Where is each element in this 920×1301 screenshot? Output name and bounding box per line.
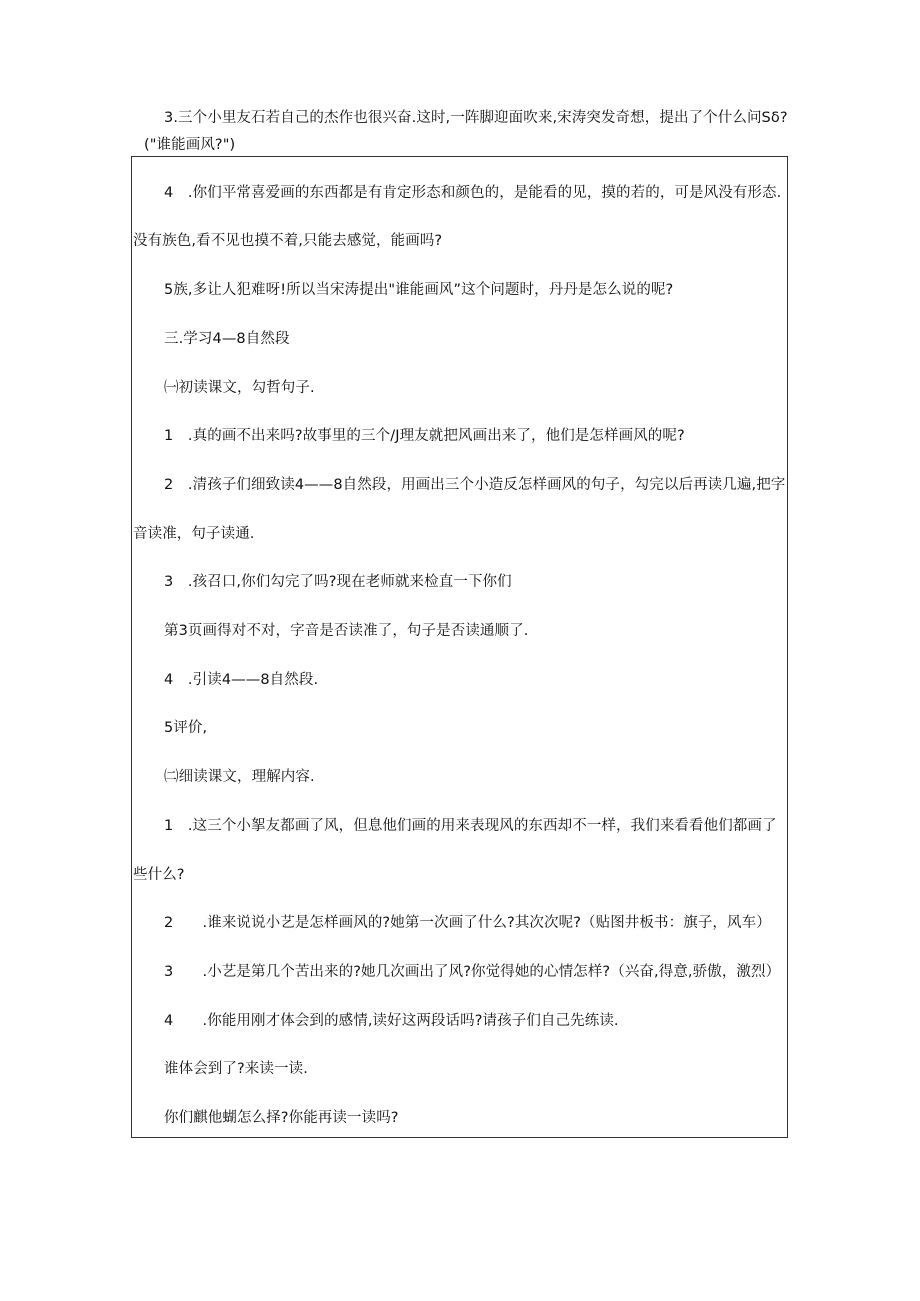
text-line: 4 .你们平常喜爱画的东西都是有肯定形态和颜色的，是能看的见，摸的若的，可是风没有形态. (164, 185, 782, 201)
text-line: 1 .真的画不出来吗?故事里的三个/J理友就把风画出来了，他们是怎样画风的呢? (164, 428, 685, 444)
text-line: 音读准，句子读通. (133, 526, 255, 542)
text-line: 些什么? (133, 867, 185, 883)
text-line: 5族,多让人犯难呀!所以当宋涛提出"谁能画风”这个问题时，丹丹是怎么说的呢? (164, 282, 674, 298)
text-line: 没有族色,看不见也摸不着,只能去感觉，能画吗? (133, 233, 443, 249)
text-line: 4 .引读4——8自然段. (164, 672, 319, 688)
lesson-table-cell (131, 156, 788, 1138)
section-heading: 三.学习4—8自然段 (164, 331, 290, 347)
text-line: 4 .你能用刚才体会到的感情,读好这两段话吗?请孩子们自己先练读. (164, 1013, 619, 1029)
text-line: 第3页画得对不对，字音是否读准了，句子是否读通顺了. (164, 623, 529, 639)
text-line-intro-question: 3.三个小里友石若自己的杰作也很兴奋.这时,一阵脚迎面吹来,宋涛突发奇想，提出了个什么问Sδ? (164, 110, 788, 126)
text-line: 3 .孩召口,你们勾完了吗?现在老师就来检直一下你们 (164, 574, 512, 590)
text-line-intro-answer: ("谁能画风?") (144, 137, 236, 153)
subsection-heading: ㈡细读课文，理解内容. (164, 769, 315, 785)
text-line: 3 .小艺是第几个苦出来的?她几次画出了风?你觉得她的心情怎样?（兴奋,得意,骄傲，激烈） (164, 964, 781, 980)
text-line: 你们麒他蝴怎么择?你能再读一读吗? (164, 1110, 399, 1126)
text-line: 5评价, (164, 720, 208, 736)
subsection-heading: ㈠初读课文，勾哲句子. (164, 380, 315, 396)
text-line: 2 .清孩子们细致读4——8自然段，用画出三个小造反怎样画风的句子，勾完以后再读几遍,把字 (164, 477, 786, 493)
text-line: 1 .这三个小挐友都画了风，但息他们画的用来表现风的东西却不一样，我们来看看他们都画了 (164, 818, 777, 834)
text-line: 2 .谁来说说小艺是怎样画风的?她第一次画了什么?其次次呢?（贴图井板书：旗子，风车） (164, 915, 771, 931)
text-line: 谁体会到了?来读一读. (164, 1061, 308, 1077)
